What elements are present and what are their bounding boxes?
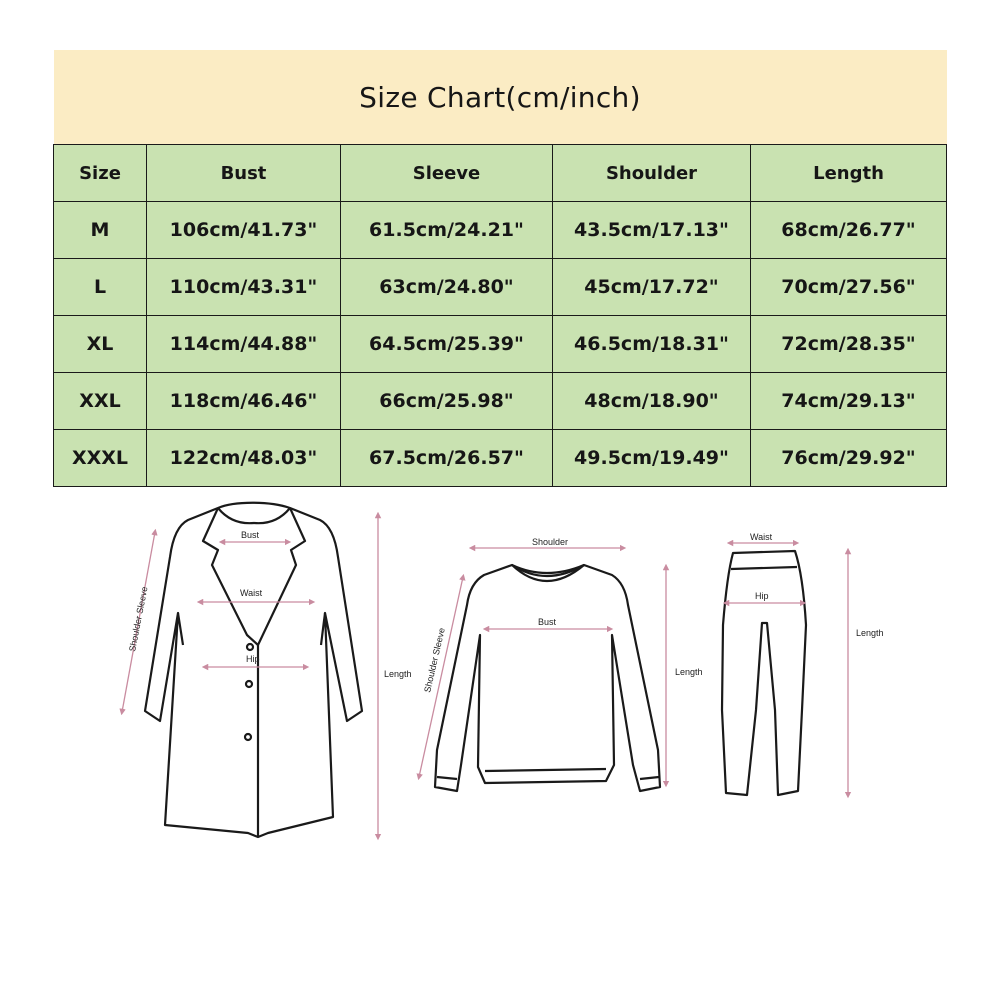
column-header-sleeve: Sleeve [341,145,553,202]
shoulder-cell: 43.5cm/17.13" [553,202,751,259]
header-row [54,145,947,202]
pants-waist-label: Waist [750,532,773,542]
size-cell: XXXL [54,430,147,487]
bust-cell: 110cm/43.31" [147,259,341,316]
sleeve-cell: 61.5cm/24.21" [341,202,553,259]
size-chart-title: Size Chart(cm/inch) [54,50,947,145]
coat-length-label: Length [384,669,412,679]
coat-illustration [145,503,362,837]
table-row [54,259,947,316]
sleeve-cell: 66cm/25.98" [341,373,553,430]
sleeve-cell: 64.5cm/25.39" [341,316,553,373]
sweater-bust-label: Bust [538,617,557,627]
length-cell: 72cm/28.35" [751,316,947,373]
bust-cell: 106cm/41.73" [147,202,341,259]
length-cell: 74cm/29.13" [751,373,947,430]
coat-shoulder-sleeve-label: Shoulder Sleeve [127,585,150,653]
table-row [54,430,947,487]
table-row [54,202,947,259]
bust-cell: 114cm/44.88" [147,316,341,373]
measurement-diagram [0,495,1000,855]
sweater-shoulder-label: Shoulder [532,537,569,547]
sweater-length-label: Length [675,667,703,677]
pants-illustration [722,551,806,795]
column-header-shoulder: Shoulder [553,145,751,202]
sleeve-cell: 67.5cm/26.57" [341,430,553,487]
length-cell: 76cm/29.92" [751,430,947,487]
length-cell: 70cm/27.56" [751,259,947,316]
shoulder-cell: 48cm/18.90" [553,373,751,430]
table-row [54,316,947,373]
size-cell: M [54,202,147,259]
size-cell: XL [54,316,147,373]
size-chart-table [53,50,947,487]
shoulder-cell: 49.5cm/19.49" [553,430,751,487]
pants-measure-lines [726,543,848,795]
pants-hip-label: Hip [755,591,769,601]
shoulder-cell: 46.5cm/18.31" [553,316,751,373]
sweater-shoulder-sleeve-label: Shoulder Sleeve [422,626,447,694]
column-header-bust: Bust [147,145,341,202]
sleeve-cell: 63cm/24.80" [341,259,553,316]
size-cell: L [54,259,147,316]
sweater-illustration [435,565,660,791]
shoulder-cell: 45cm/17.72" [553,259,751,316]
column-header-length: Length [751,145,947,202]
size-cell: XXL [54,373,147,430]
length-cell: 68cm/26.77" [751,202,947,259]
bust-cell: 122cm/48.03" [147,430,341,487]
coat-waist-label: Waist [240,588,263,598]
coat-hip-label: Hip [246,654,260,664]
pants-length-label: Length [856,628,884,638]
coat-bust-label: Bust [241,530,260,540]
bust-cell: 118cm/46.46" [147,373,341,430]
table-row [54,373,947,430]
sweater-measure-lines [419,548,666,784]
title-row [54,50,947,145]
column-header-size: Size [54,145,147,202]
